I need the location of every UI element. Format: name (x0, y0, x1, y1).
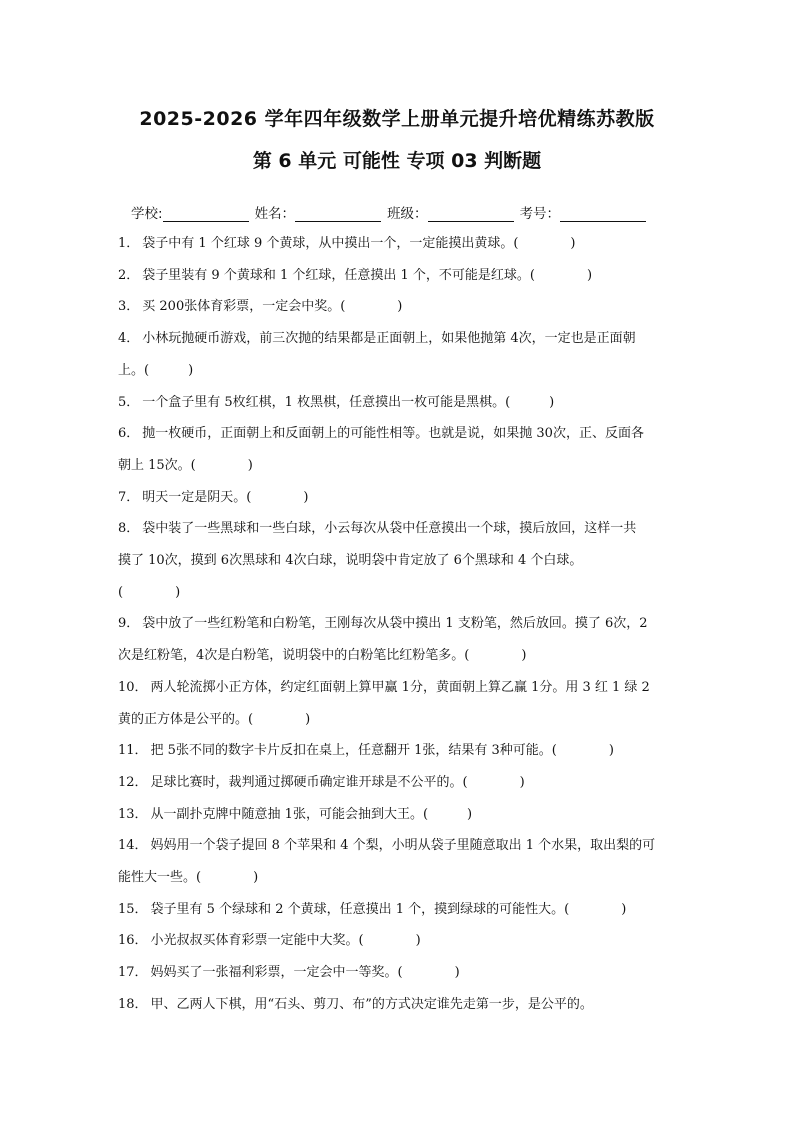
question-text: 妈妈买了一张福利彩票，一定会中一等奖。( ) (150, 965, 460, 981)
question-text: 次是红粉笔，4次是白粉笔，说明袋中的白粉笔比红粉笔多。( ) (118, 648, 527, 664)
question-continuation (118, 450, 678, 481)
question-text: 袋中放了一些红粉笔和白粉笔，王刚每次从袋中摸出 1 支粉笔，然后放回。摸了 6次，2 (142, 616, 648, 632)
question-number: 13． (118, 806, 148, 822)
question-text: 袋子里有 5 个绿球和 2 个黄球，任意摸出 1 个，摸到绿球的可能性大。( ) (150, 901, 627, 917)
question-number: 3． (118, 299, 140, 315)
question-text: 小光叔叔买体育彩票一定能中大奖。( ) (150, 933, 421, 949)
question-number: 4． (118, 331, 140, 347)
question-continuation (118, 545, 678, 576)
question-text: 袋子里装有 9 个黄球和 1 个红球，任意摸出 1 个，不可能是红球。( ) (142, 267, 593, 283)
question-continuation (118, 862, 678, 893)
question-text: 妈妈用一个袋子提回 8 个苹果和 4 个梨，小明从袋子里随意取出 1 个水果，取出梨的可 (150, 838, 656, 854)
question-text: 买 200张体育彩票，一定会中奖。( ) (142, 299, 403, 315)
question-text: 小林玩抛硬币游戏，前三次抛的结果都是正面朝上，如果他抛第 4次，一定也是正面朝 (142, 331, 636, 347)
school-label: 学校: (131, 206, 163, 222)
question-continuation (118, 640, 678, 671)
question-item (118, 291, 678, 322)
exam-no-blank[interactable] (560, 207, 646, 222)
question-text: 把 5张不同的数字卡片反扣在桌上，任意翻开 1张，结果有 3种可能。( ) (150, 743, 614, 759)
question-text: 摸了 10次，摸到 6次黑球和 4次白球，说明袋中肯定放了 6个黑球和 4 个白球。 (118, 553, 583, 568)
question-text: 能性大一些。( ) (118, 870, 259, 885)
question-item (118, 957, 678, 988)
question-number: 18． (118, 996, 148, 1012)
worksheet-subtitle: 第 6 单元 可能性 专项 03 判断题 (252, 150, 542, 172)
student-info-row (131, 202, 691, 222)
question-number: 17． (118, 965, 148, 981)
name-blank[interactable] (295, 207, 381, 222)
question-item (118, 735, 678, 766)
question-text: 足球比赛时，裁判通过掷硬币确定谁开球是不公平的。( ) (150, 774, 525, 790)
question-text: ( ) (118, 584, 181, 600)
question-number: 5． (118, 394, 140, 410)
question-item (118, 672, 678, 703)
question-number: 6． (118, 426, 140, 442)
question-text: 袋子中有 1 个红球 9 个黄球，从中摸出一个，一定能摸出黄球。( ) (142, 236, 576, 251)
question-number: 14． (118, 838, 148, 854)
question-text: 抛一枚硬币，正面朝上和反面朝上的可能性相等。也就是说，如果抛 30次，正、反面各 (142, 426, 644, 442)
question-item (118, 513, 678, 544)
question-text: 明天一定是阴天。( ) (142, 489, 309, 505)
question-item (118, 925, 678, 956)
question-item (118, 323, 678, 354)
question-item (118, 830, 678, 861)
question-text: 袋中装了一些黑球和一些白球，小云每次从袋中任意摸出一个球，摸后放回，这样一共 (142, 521, 637, 537)
exam-no-label: 考号： (519, 206, 561, 222)
question-number: 2． (118, 267, 140, 283)
question-number: 8． (118, 521, 140, 537)
question-item (118, 608, 678, 639)
class-blank[interactable] (428, 207, 514, 222)
question-item (118, 989, 678, 1020)
question-number: 16． (118, 933, 148, 949)
question-item (118, 767, 678, 798)
question-number: 10． (118, 679, 148, 695)
question-text: 两人轮流掷小正方体，约定红面朝上算甲赢 1分，黄面朝上算乙赢 1分。用 3 红 1 绿 2 (150, 679, 650, 695)
question-text: 朝上 15次。( ) (118, 457, 253, 473)
worksheet-title: 2025-2026 学年四年级数学上册单元提升培优精练苏教版 (139, 108, 655, 130)
name-label: 姓名： (254, 206, 296, 222)
question-number: 9． (118, 616, 140, 632)
question-item (118, 418, 678, 449)
question-number: 7． (118, 489, 140, 505)
question-item (118, 260, 678, 291)
question-text: 一个盒子里有 5枚红棋，1 枚黑棋，任意摸出一枚可能是黑棋。( ) (142, 394, 555, 410)
question-item (118, 482, 678, 513)
question-text: 从一副扑克牌中随意抽 1张，可能会抽到大王。( ) (150, 806, 473, 822)
question-text: 甲、乙两人下棋，用“石头、剪刀、布”的方式决定谁先走第一步，是公平的。 (150, 996, 593, 1012)
class-label: 班级： (387, 206, 428, 222)
question-number: 15． (118, 901, 148, 917)
question-item (118, 387, 678, 418)
question-number: 1． (118, 236, 140, 251)
question-number: 11． (118, 743, 148, 759)
question-continuation (118, 704, 678, 735)
question-text: 上。( ) (118, 362, 194, 378)
question-continuation (118, 355, 678, 386)
school-blank[interactable] (163, 207, 249, 222)
question-item (118, 894, 678, 925)
question-text: 黄的正方体是公平的。( ) (118, 711, 311, 727)
question-number: 12． (118, 774, 148, 790)
question-continuation (118, 577, 678, 608)
question-item (118, 228, 678, 259)
question-item (118, 799, 678, 830)
